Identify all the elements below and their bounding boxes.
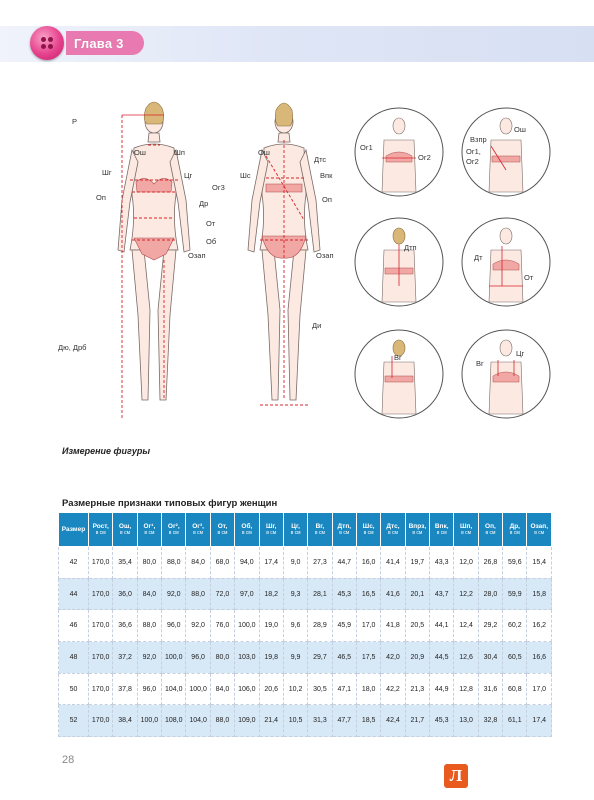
label-dtp: Дтп xyxy=(404,243,417,252)
table-cell: 31,6 xyxy=(478,673,502,705)
table-cell: 9,9 xyxy=(283,642,307,674)
column-header: Ог¹, в см xyxy=(137,513,161,547)
table-cell: 170,0 xyxy=(89,642,113,674)
table-cell: 45,3 xyxy=(332,578,356,610)
table-cell: 96,0 xyxy=(162,610,186,642)
measurement-illustration xyxy=(54,100,554,430)
column-header: Шс, в см xyxy=(356,513,380,547)
table-cell: 42,2 xyxy=(381,673,405,705)
table-cell: 12,0 xyxy=(454,547,478,579)
label-og2: Ог2 xyxy=(418,153,431,162)
table-cell: 19,0 xyxy=(259,610,283,642)
label-op-back: Оп xyxy=(322,195,332,204)
label-osh-back: Ош xyxy=(258,148,270,157)
table-cell: 97,0 xyxy=(235,578,259,610)
table-cell: 170,0 xyxy=(89,547,113,579)
table-cell: 72,0 xyxy=(210,578,234,610)
table-cell: 61,1 xyxy=(503,705,527,737)
label-vg-circle: Вг xyxy=(476,359,484,368)
figure-caption: Измерение фигуры xyxy=(62,446,151,456)
table-cell: 36,0 xyxy=(113,578,137,610)
label-osh: Ош xyxy=(134,148,146,157)
label-shg: Шг xyxy=(102,168,112,177)
table-cell: 170,0 xyxy=(89,610,113,642)
label-osh-circle: Ош xyxy=(514,125,526,134)
table-cell: 108,0 xyxy=(162,705,186,737)
table-cell: 88,0 xyxy=(210,705,234,737)
table-cell: 88,0 xyxy=(137,610,161,642)
table-cell: 44,5 xyxy=(430,642,454,674)
label-shp: Шп xyxy=(174,148,185,157)
table-cell: 47,7 xyxy=(332,705,356,737)
circle-dtp xyxy=(355,218,443,306)
table-cell: 59,6 xyxy=(503,547,527,579)
label-og1: Ог1 xyxy=(360,143,373,152)
label-dts: Дтс xyxy=(314,155,327,164)
table-cell: 16,6 xyxy=(527,642,552,674)
table-cell: 21,3 xyxy=(405,673,429,705)
table-cell: 45,3 xyxy=(430,705,454,737)
table-cell: 88,0 xyxy=(186,578,210,610)
table-cell: 10,5 xyxy=(283,705,307,737)
page-number: 28 xyxy=(62,754,75,766)
table-cell: 94,0 xyxy=(235,547,259,579)
circle-vzpr xyxy=(462,108,550,196)
table-cell: 60,5 xyxy=(503,642,527,674)
table-cell: 17,0 xyxy=(356,610,380,642)
table-cell: 16,0 xyxy=(356,547,380,579)
circle-dt-ot xyxy=(462,218,550,306)
label-dt: Дт xyxy=(474,253,483,262)
table-cell: 43,3 xyxy=(430,547,454,579)
label-vg: Вг xyxy=(394,353,402,362)
table-cell: 12,4 xyxy=(454,610,478,642)
label-op: Оп xyxy=(96,193,106,202)
table-cell: 92,0 xyxy=(162,578,186,610)
table-row xyxy=(59,547,552,579)
table-cell: 41,4 xyxy=(381,547,405,579)
table-cell: 46,5 xyxy=(332,642,356,674)
table-cell: 19,7 xyxy=(405,547,429,579)
table-cell: 29,7 xyxy=(308,642,332,674)
table-cell: 100,0 xyxy=(162,642,186,674)
column-header: Дтп, в см xyxy=(332,513,356,547)
label-shs: Шс xyxy=(240,171,251,180)
label-vzpr: Взпр xyxy=(470,135,487,144)
table-cell: 96,0 xyxy=(186,642,210,674)
column-header: Ош, в см xyxy=(113,513,137,547)
table-cell: 18,5 xyxy=(356,705,380,737)
table-cell: 36,6 xyxy=(113,610,137,642)
table-cell: 43,7 xyxy=(430,578,454,610)
table-cell: 109,0 xyxy=(235,705,259,737)
table-cell: 15,8 xyxy=(527,578,552,610)
size-table xyxy=(58,512,552,737)
table-cell: 17,5 xyxy=(356,642,380,674)
column-header: Вг, в см xyxy=(308,513,332,547)
table-cell: 12,8 xyxy=(454,673,478,705)
column-header: Впрз, в см xyxy=(405,513,429,547)
label-ozap-back: Озап xyxy=(316,251,334,260)
table-row xyxy=(59,610,552,642)
table-row xyxy=(59,673,552,705)
column-header: Ог³, в см xyxy=(186,513,210,547)
table-cell: 28,9 xyxy=(308,610,332,642)
table-cell: 37,2 xyxy=(113,642,137,674)
table-cell: 29,2 xyxy=(478,610,502,642)
column-header: Цг, в см xyxy=(283,513,307,547)
label-ob: Об xyxy=(206,237,217,246)
table-cell: 170,0 xyxy=(89,705,113,737)
table-cell: 21,7 xyxy=(405,705,429,737)
circle-vg-tsg xyxy=(462,330,550,418)
table-cell: 60,8 xyxy=(503,673,527,705)
table-cell: 16,5 xyxy=(356,578,380,610)
table-cell: 30,5 xyxy=(308,673,332,705)
table-cell: 68,0 xyxy=(210,547,234,579)
table-cell: 35,4 xyxy=(113,547,137,579)
size-cell: 50 xyxy=(59,673,89,705)
table-cell: 17,4 xyxy=(527,705,552,737)
table-row xyxy=(59,705,552,737)
circle-vg xyxy=(355,330,443,418)
table-cell: 80,0 xyxy=(210,642,234,674)
table-cell: 28,1 xyxy=(308,578,332,610)
column-header: От, в см xyxy=(210,513,234,547)
table-cell: 20,9 xyxy=(405,642,429,674)
table-cell: 15,4 xyxy=(527,547,552,579)
label-r: Р xyxy=(72,117,78,126)
table-cell: 37,8 xyxy=(113,673,137,705)
table-cell: 96,0 xyxy=(137,673,161,705)
table-cell: 88,0 xyxy=(162,547,186,579)
column-header: Размер xyxy=(59,513,89,547)
table-cell: 12,2 xyxy=(454,578,478,610)
table-cell: 20,1 xyxy=(405,578,429,610)
label-og2-circle: Ог2 xyxy=(466,157,479,166)
table-cell: 60,2 xyxy=(503,610,527,642)
figures-svg xyxy=(54,100,554,430)
label-og1-circle: Ог1, xyxy=(466,147,481,156)
table-cell: 20,5 xyxy=(405,610,429,642)
size-cell: 52 xyxy=(59,705,89,737)
table-cell: 100,0 xyxy=(235,610,259,642)
table-cell: 103,0 xyxy=(235,642,259,674)
table-cell: 76,0 xyxy=(210,610,234,642)
table-cell: 44,7 xyxy=(332,547,356,579)
table-cell: 19,8 xyxy=(259,642,283,674)
table-cell: 80,0 xyxy=(137,547,161,579)
table-cell: 44,1 xyxy=(430,610,454,642)
detail-circles xyxy=(355,108,550,418)
table-cell: 20,6 xyxy=(259,673,283,705)
table-cell: 28,0 xyxy=(478,578,502,610)
column-header: Оп, в см xyxy=(478,513,502,547)
label-vpk: Впк xyxy=(320,171,333,180)
table-cell: 9,6 xyxy=(283,610,307,642)
column-header: Шп, в см xyxy=(454,513,478,547)
table-row xyxy=(59,578,552,610)
table-cell: 84,0 xyxy=(137,578,161,610)
table-cell: 18,0 xyxy=(356,673,380,705)
table-cell: 17,0 xyxy=(527,673,552,705)
label-ot-circle: От xyxy=(524,273,534,282)
publisher-logo-icon: Л xyxy=(444,764,468,788)
table-body xyxy=(59,547,552,737)
table-cell: 16,2 xyxy=(527,610,552,642)
label-ozap: Озап xyxy=(188,251,206,260)
column-header: Впк, в см xyxy=(430,513,454,547)
table-cell: 10,2 xyxy=(283,673,307,705)
chapter-title: Глава 3 xyxy=(74,36,124,51)
column-header: Рост, в см xyxy=(89,513,113,547)
label-og3: Ог3 xyxy=(212,183,225,192)
size-cell: 48 xyxy=(59,642,89,674)
label-di: Ди xyxy=(312,321,322,330)
table-cell: 31,3 xyxy=(308,705,332,737)
table-cell: 9,0 xyxy=(283,547,307,579)
table-cell: 92,0 xyxy=(186,610,210,642)
table-cell: 59,9 xyxy=(503,578,527,610)
button-icon xyxy=(30,26,64,60)
table-cell: 26,8 xyxy=(478,547,502,579)
table-cell: 92,0 xyxy=(137,642,161,674)
table-cell: 17,4 xyxy=(259,547,283,579)
table-cell: 9,3 xyxy=(283,578,307,610)
table-cell: 104,0 xyxy=(162,673,186,705)
table-cell: 30,4 xyxy=(478,642,502,674)
table-cell: 104,0 xyxy=(186,705,210,737)
table-cell: 27,3 xyxy=(308,547,332,579)
label-ot: От xyxy=(206,219,216,228)
table-cell: 21,4 xyxy=(259,705,283,737)
label-tsg-circle: Цг xyxy=(516,349,525,358)
table-cell: 45,9 xyxy=(332,610,356,642)
table-title: Размерные признаки типовых фигур женщин xyxy=(62,498,278,509)
column-header: Ог², в см xyxy=(162,513,186,547)
table-cell: 170,0 xyxy=(89,578,113,610)
table-cell: 100,0 xyxy=(137,705,161,737)
table-cell: 38,4 xyxy=(113,705,137,737)
table-cell: 41,6 xyxy=(381,578,405,610)
column-header: Шг, в см xyxy=(259,513,283,547)
column-header: Др, в см xyxy=(503,513,527,547)
table-header-row xyxy=(59,513,552,547)
table-cell: 106,0 xyxy=(235,673,259,705)
column-header: Об, в см xyxy=(235,513,259,547)
table-cell: 84,0 xyxy=(186,547,210,579)
column-header: Озап, в см xyxy=(527,513,552,547)
table-cell: 42,0 xyxy=(381,642,405,674)
table-cell: 41,8 xyxy=(381,610,405,642)
table-cell: 13,0 xyxy=(454,705,478,737)
table-cell: 170,0 xyxy=(89,673,113,705)
table-cell: 18,2 xyxy=(259,578,283,610)
size-cell: 44 xyxy=(59,578,89,610)
size-cell: 42 xyxy=(59,547,89,579)
column-header: Дтс, в см xyxy=(381,513,405,547)
size-cell: 46 xyxy=(59,610,89,642)
table-cell: 44,9 xyxy=(430,673,454,705)
table-cell: 42,4 xyxy=(381,705,405,737)
table-cell: 84,0 xyxy=(210,673,234,705)
circle-og1-og2 xyxy=(355,108,443,196)
table-row xyxy=(59,642,552,674)
table-cell: 100,0 xyxy=(186,673,210,705)
label-tsg: Цг xyxy=(184,171,193,180)
label-dr: Др xyxy=(199,199,209,208)
table-cell: 47,1 xyxy=(332,673,356,705)
label-dyu-drb: Дю, Дрб xyxy=(58,343,87,352)
table-cell: 12,6 xyxy=(454,642,478,674)
table-cell: 32,8 xyxy=(478,705,502,737)
